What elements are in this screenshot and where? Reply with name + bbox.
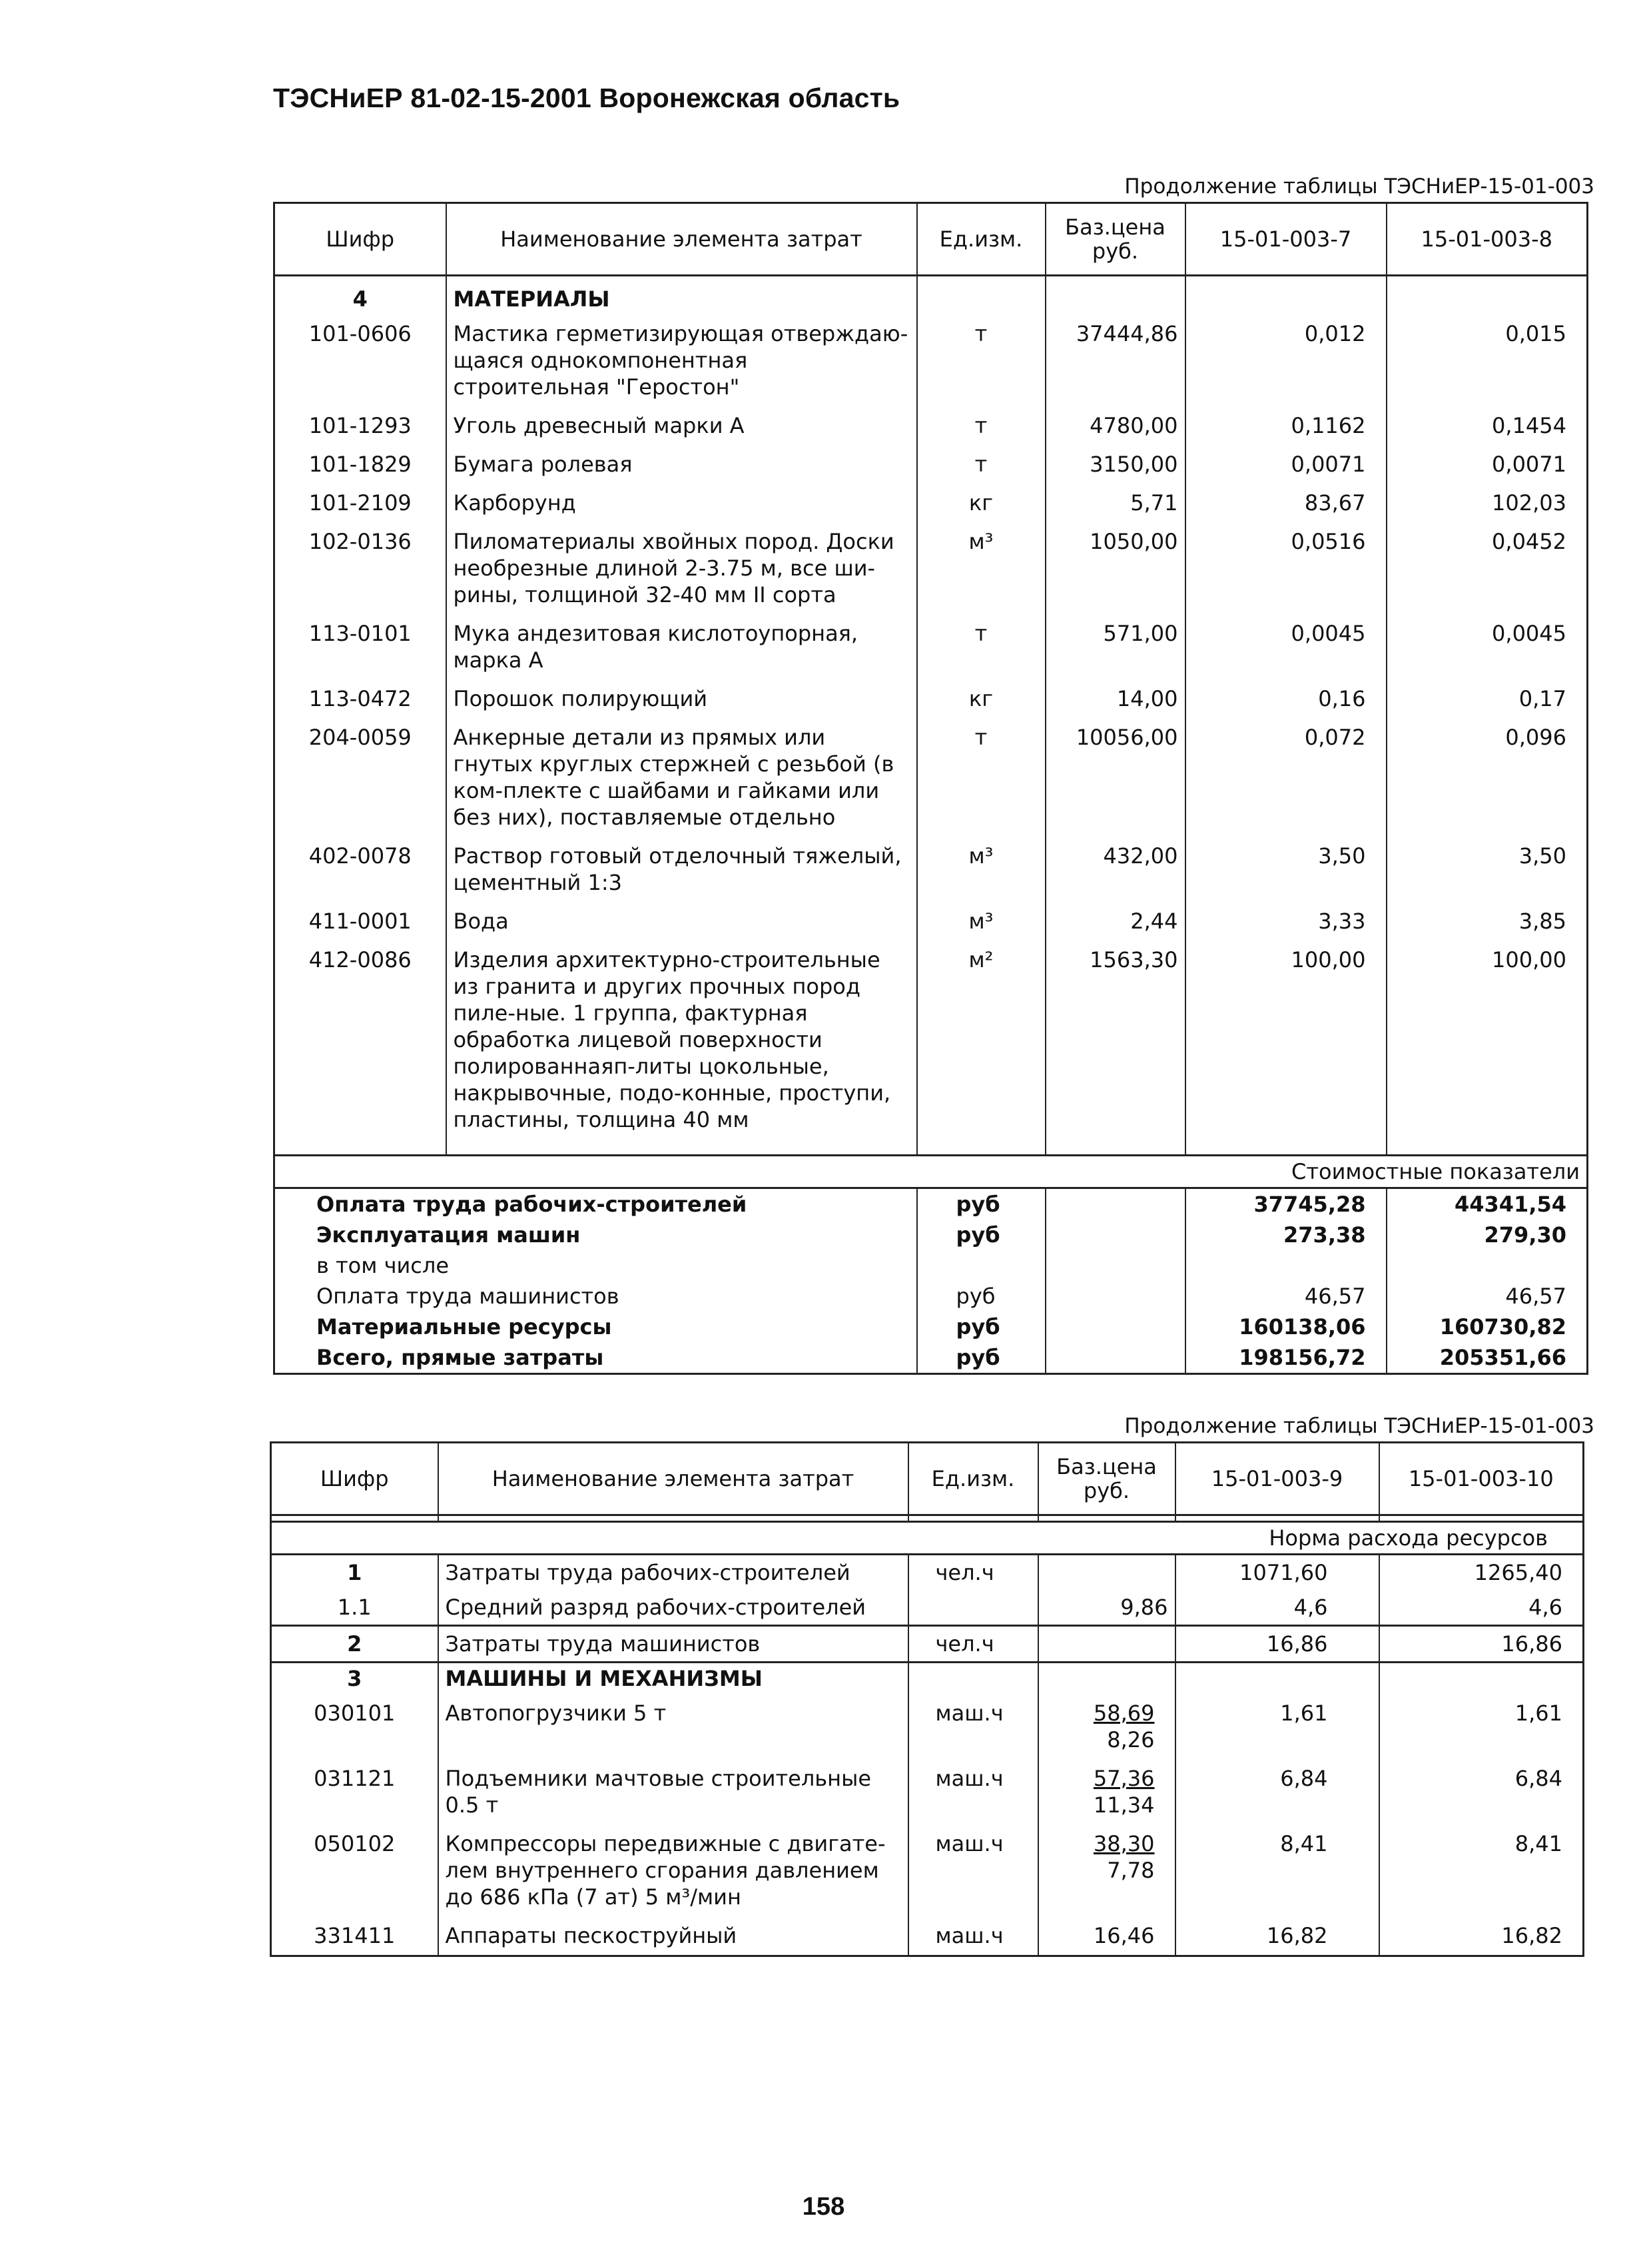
row-unit: [908, 1590, 1038, 1626]
row-name: Мука андезитовая кислотоупорная, марка А: [446, 614, 917, 679]
row-value-10: 6,84: [1379, 1759, 1584, 1824]
table2-header-row: [271, 1443, 1584, 1515]
row-name: Порошок полирующий: [446, 679, 917, 718]
cost-value-7: 198156,72: [1185, 1342, 1387, 1374]
table-row: [271, 1590, 1584, 1626]
row-base-price: 9,86: [1038, 1590, 1175, 1626]
row-name: Компрессоры передвижные с двигате-лем внутреннего сгорания давлением до 686 кПа (7 ат) 5 м³/мин: [438, 1824, 908, 1916]
cost-header: Стоимостные показатели: [274, 1155, 1588, 1188]
row-value-9: 16,82: [1175, 1916, 1379, 1956]
section-code: 4: [352, 286, 368, 312]
price-value: 16,46: [1093, 1923, 1155, 1948]
header-base-price: Баз.цена руб.: [1046, 203, 1185, 276]
cost-empty: [1046, 1342, 1185, 1374]
row-name: Анкерные детали из прямых или гнутых круглых стержней с резьбой (в ком-плекте с шайбами и гайками или без них), поставляемые отдельно: [446, 718, 917, 837]
row-name: Пиломатериалы хвойных пород. Доски необрезные длиной 2-3.75 м, все ши-рины, толщиной 32-40 мм II сорта: [446, 522, 917, 614]
row-code: 102-0136: [308, 529, 412, 554]
cost-row: [274, 1281, 1588, 1312]
row-code: 101-0606: [308, 321, 412, 346]
header-code: Шифр: [271, 1443, 438, 1515]
cost-unit: [917, 1250, 1046, 1281]
row-value-8: 0,0452: [1387, 522, 1588, 614]
header-col-10: 15-01-003-10: [1379, 1443, 1584, 1515]
table-row: [271, 1916, 1584, 1956]
price-wage-value: 7,78: [1107, 1858, 1155, 1883]
row-value-9: 1,61: [1175, 1694, 1379, 1759]
table-row: [274, 941, 1588, 1139]
price-wage-value: 11,34: [1093, 1792, 1155, 1818]
row-code: 101-1829: [308, 452, 412, 477]
row-name: Подъемники мачтовые строительные 0.5 т: [438, 1759, 908, 1824]
row-unit: м²: [917, 941, 1046, 1139]
row-value-10: 1265,40: [1379, 1555, 1584, 1591]
row-code: 1: [271, 1555, 438, 1591]
row-value-7: 0,0071: [1185, 445, 1387, 484]
row-code: 204-0059: [308, 725, 412, 750]
header-unit: Ед.изм.: [908, 1443, 1038, 1515]
row-value-8: 0,1454: [1387, 406, 1588, 445]
cost-value-8: 205351,66: [1387, 1342, 1588, 1374]
row-value-8: 3,50: [1387, 837, 1588, 902]
row-name: Автопогрузчики 5 т: [438, 1694, 908, 1759]
header-col-7: 15-01-003-7: [1185, 203, 1387, 276]
header-col-8: 15-01-003-8: [1387, 203, 1588, 276]
row-unit: маш.ч: [908, 1916, 1038, 1956]
cost-empty: [1046, 1250, 1185, 1281]
cost-value-8: [1387, 1250, 1588, 1281]
header-name: Наименование элемента затрат: [438, 1443, 908, 1515]
cost-empty: [1046, 1188, 1185, 1220]
row-unit: т: [917, 406, 1046, 445]
machines-section-row: [271, 1663, 1584, 1695]
header-name: Наименование элемента затрат: [446, 203, 917, 276]
table-row: [271, 1626, 1584, 1663]
row-code: 411-0001: [308, 909, 412, 934]
norm-header: Норма расхода ресурсов: [271, 1522, 1584, 1555]
row-code: 030101: [314, 1701, 396, 1726]
table-row: [271, 1555, 1584, 1591]
cost-unit: руб: [917, 1188, 1046, 1220]
cost-empty: [1046, 1220, 1185, 1250]
row-value-8: 3,85: [1387, 902, 1588, 941]
row-value-7: 83,67: [1185, 484, 1387, 522]
row-value-8: 102,03: [1387, 484, 1588, 522]
row-base-price: 1050,00: [1046, 522, 1185, 614]
table-row: [271, 1824, 1584, 1916]
header-base-price: Баз.цена руб.: [1038, 1443, 1175, 1515]
row-value-7: 3,50: [1185, 837, 1387, 902]
table-row: [274, 314, 1588, 406]
table-row: [274, 837, 1588, 902]
table-row: [274, 522, 1588, 614]
row-base-price: 3150,00: [1046, 445, 1185, 484]
row-name: Вода: [446, 902, 917, 941]
cost-empty: [1046, 1281, 1185, 1312]
machines-table: [270, 1441, 1584, 1957]
cost-row: [274, 1188, 1588, 1220]
table-row: [274, 718, 1588, 837]
row-base-price: 4780,00: [1046, 406, 1185, 445]
table-row: [274, 484, 1588, 522]
price-value: 38,30: [1093, 1831, 1155, 1856]
section-row: [274, 276, 1588, 315]
row-value-10: 8,41: [1379, 1824, 1584, 1916]
row-value-7: 0,0045: [1185, 614, 1387, 679]
cost-value-8: 44341,54: [1387, 1188, 1588, 1220]
cost-header-row: [274, 1155, 1588, 1188]
row-code: 113-0472: [308, 686, 412, 711]
row-unit: чел.ч: [908, 1555, 1038, 1591]
table2-continuation-note: Продолжение таблицы ТЭСНиЕР-15-01-003: [1124, 1414, 1594, 1438]
row-name: Мастика герметизирующая отверждаю-щаяся однокомпонентная строительная "Героcтон": [446, 314, 917, 406]
row-value-8: 0,0045: [1387, 614, 1588, 679]
row-unit: кг: [917, 484, 1046, 522]
row-value-9: 1071,60: [1175, 1555, 1379, 1591]
row-value-7: 0,16: [1185, 679, 1387, 718]
cost-row: [274, 1342, 1588, 1374]
table-row: [274, 902, 1588, 941]
table-row: [274, 614, 1588, 679]
row-base-price: [1038, 1555, 1175, 1591]
row-unit: т: [917, 718, 1046, 837]
row-base-price: 571,00: [1046, 614, 1185, 679]
row-value-8: 0,096: [1387, 718, 1588, 837]
row-name: Аппараты пескоструйный: [438, 1916, 908, 1956]
cost-label: Оплата труда машинистов: [316, 1283, 619, 1309]
header-code: Шифр: [274, 203, 446, 276]
row-name: Средний разряд рабочих-строителей: [438, 1590, 908, 1626]
row-name: Затраты труда рабочих-строителей: [438, 1555, 908, 1591]
table1-continuation-note: Продолжение таблицы ТЭСНиЕР-15-01-003: [1124, 175, 1594, 198]
row-value-8: 0,0071: [1387, 445, 1588, 484]
row-name: Раствор готовый отделочный тяжелый, цементный 1:3: [446, 837, 917, 902]
table2-gap-row: [271, 1515, 1584, 1522]
materials-table: [273, 202, 1588, 1375]
cost-value-7: 160138,06: [1185, 1312, 1387, 1342]
section-title: МАШИНЫ И МЕХАНИЗМЫ: [438, 1663, 908, 1695]
row-code: 1.1: [337, 1595, 372, 1620]
cost-unit: руб: [917, 1312, 1046, 1342]
row-name: Изделия архитектурно-строительные из гранита и других прочных пород пиле-ные. 1 группа, фактурная обработка лицевой поверхности полированнаяп-литы цокольные, накрывочные, подо-конные, проступи, пластины, толщина 40 мм: [446, 941, 917, 1139]
cost-value-7: [1185, 1250, 1387, 1281]
cost-value-8: 279,30: [1387, 1220, 1588, 1250]
row-code: 2: [271, 1626, 438, 1663]
row-unit: м³: [917, 837, 1046, 902]
row-value-10: 4,6: [1379, 1590, 1584, 1626]
row-base-price: 432,00: [1046, 837, 1185, 902]
page-number: 158: [802, 2193, 845, 2221]
price-value: 58,69: [1093, 1701, 1155, 1726]
cost-value-8: 46,57: [1387, 1281, 1588, 1312]
row-unit: м³: [917, 902, 1046, 941]
table-row: [274, 679, 1588, 718]
row-name: Уголь древесный марки А: [446, 406, 917, 445]
cost-label: в том числе: [316, 1252, 449, 1278]
row-value-7: 100,00: [1185, 941, 1387, 1139]
cost-value-7: 46,57: [1185, 1281, 1387, 1312]
row-value-7: 0,0516: [1185, 522, 1387, 614]
row-name: Бумага ролевая: [446, 445, 917, 484]
table-row: [274, 445, 1588, 484]
section-code: 3: [271, 1663, 438, 1695]
cost-label: Оплата труда рабочих-строителей: [274, 1188, 917, 1220]
row-name: Затраты труда машинистов: [438, 1626, 908, 1663]
header-col-9: 15-01-003-9: [1175, 1443, 1379, 1515]
row-base-price: 1563,30: [1046, 941, 1185, 1139]
price-wage-value: 8,26: [1107, 1727, 1155, 1752]
row-unit: т: [917, 314, 1046, 406]
row-value-10: 16,82: [1379, 1916, 1584, 1956]
row-value-8: 100,00: [1387, 941, 1588, 1139]
section-title: МАТЕРИАЛЫ: [446, 276, 917, 315]
row-unit: м³: [917, 522, 1046, 614]
row-value-9: 6,84: [1175, 1759, 1379, 1824]
row-value-9: 4,6: [1175, 1590, 1379, 1626]
row-value-10: 16,86: [1379, 1626, 1584, 1663]
row-value-9: 16,86: [1175, 1626, 1379, 1663]
row-value-8: 0,015: [1387, 314, 1588, 406]
row-unit: т: [917, 445, 1046, 484]
row-code: 050102: [314, 1831, 396, 1856]
row-base-price: 5,71: [1046, 484, 1185, 522]
row-value-7: 0,012: [1185, 314, 1387, 406]
row-code: 113-0101: [308, 621, 412, 646]
row-base-price: [1038, 1824, 1175, 1916]
row-name: Карборунд: [446, 484, 917, 522]
row-value-7: 0,1162: [1185, 406, 1387, 445]
cost-unit: руб: [917, 1281, 1046, 1312]
row-value-7: 0,072: [1185, 718, 1387, 837]
row-code: 402-0078: [308, 843, 412, 869]
cost-empty: [1046, 1312, 1185, 1342]
cost-value-7: 273,38: [1185, 1220, 1387, 1250]
row-value-10: 1,61: [1379, 1694, 1584, 1759]
row-unit: кг: [917, 679, 1046, 718]
row-base-price: 2,44: [1046, 902, 1185, 941]
row-base-price: [1038, 1916, 1175, 1956]
header-unit: Ед.изм.: [917, 203, 1046, 276]
price-value: 57,36: [1093, 1766, 1155, 1791]
row-code: 412-0086: [308, 947, 412, 972]
row-base-price: 10056,00: [1046, 718, 1185, 837]
row-code: 031121: [314, 1766, 396, 1791]
row-unit: маш.ч: [908, 1759, 1038, 1824]
row-base-price: [1038, 1626, 1175, 1663]
table-row: [271, 1759, 1584, 1824]
cost-row: [274, 1250, 1588, 1281]
row-code: 101-1293: [308, 413, 412, 438]
row-base-price: 14,00: [1046, 679, 1185, 718]
row-code: 101-2109: [308, 490, 412, 516]
table1-spacer-row: [274, 1139, 1588, 1155]
row-unit: чел.ч: [908, 1626, 1038, 1663]
cost-label: Материальные ресурсы: [316, 1314, 612, 1339]
row-base-price: [1038, 1759, 1175, 1824]
table1-header-row: [274, 203, 1588, 276]
row-code: 331411: [314, 1923, 396, 1948]
row-unit: маш.ч: [908, 1694, 1038, 1759]
norm-header-row: [271, 1522, 1584, 1555]
cost-unit: руб: [917, 1220, 1046, 1250]
cost-value-8: 160730,82: [1387, 1312, 1588, 1342]
document-title: ТЭСНиЕР 81-02-15-2001 Воронежская область: [273, 83, 900, 113]
cost-label: Всего, прямые затраты: [316, 1344, 604, 1370]
table-row: [271, 1694, 1584, 1759]
table-row: [274, 406, 1588, 445]
cost-value-7: 37745,28: [1185, 1188, 1387, 1220]
row-value-9: 8,41: [1175, 1824, 1379, 1916]
cost-row: [274, 1312, 1588, 1342]
row-value-8: 0,17: [1387, 679, 1588, 718]
cost-row: [274, 1220, 1588, 1250]
row-unit: т: [917, 614, 1046, 679]
row-base-price: 37444,86: [1046, 314, 1185, 406]
cost-unit: руб: [917, 1342, 1046, 1374]
cost-label: Эксплуатация машин: [316, 1222, 581, 1248]
row-base-price: [1038, 1694, 1175, 1759]
row-value-7: 3,33: [1185, 902, 1387, 941]
row-unit: маш.ч: [908, 1824, 1038, 1916]
